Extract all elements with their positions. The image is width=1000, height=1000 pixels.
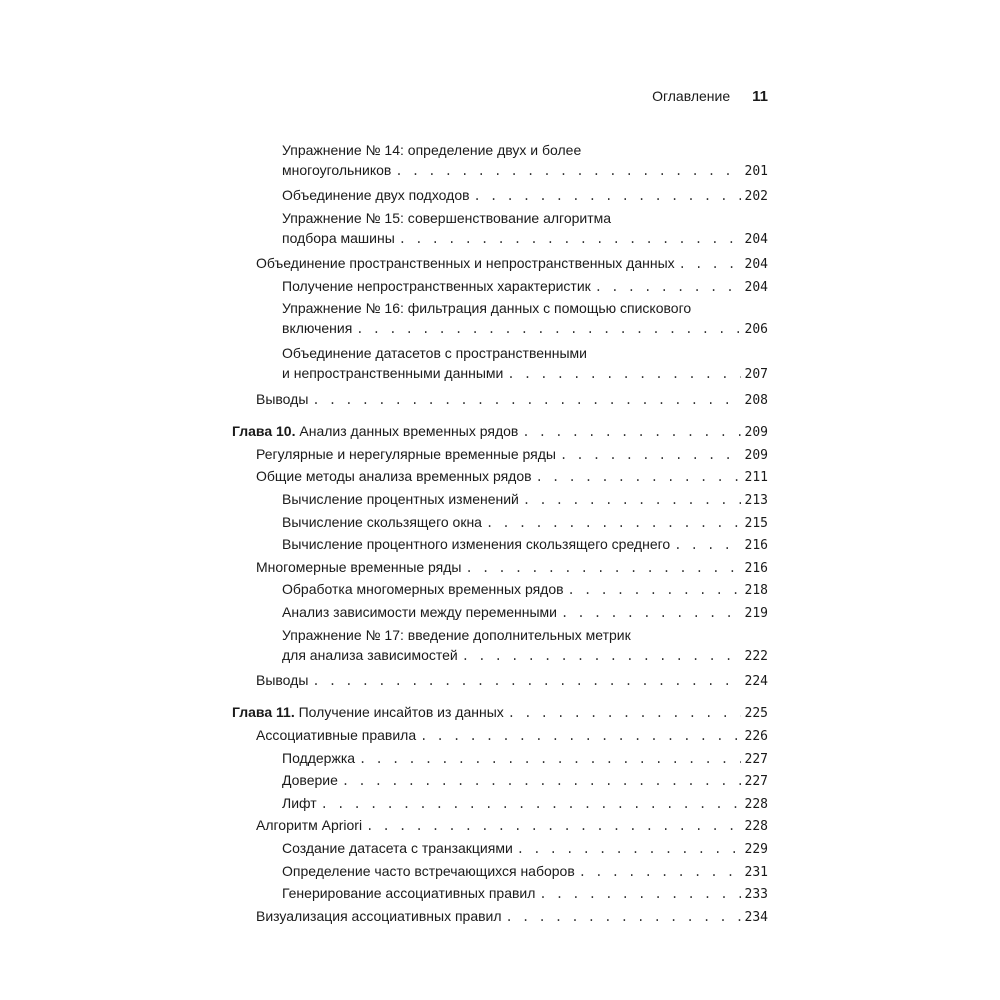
toc-entry-title: подбора машины <box>282 230 395 246</box>
toc-entry <box>282 512 768 532</box>
toc-entry <box>282 208 768 248</box>
dot-leader <box>342 771 741 791</box>
toc-entry <box>256 389 768 409</box>
toc-page-number: 227 <box>744 774 768 789</box>
toc-entry <box>282 579 768 599</box>
toc-entry-title: Лифт <box>282 795 317 811</box>
toc-entry <box>256 670 768 690</box>
dot-leader <box>536 467 741 487</box>
toc-page-number: 224 <box>744 674 768 689</box>
toc-entry-title: Упражнение № 14: определение двух и более <box>282 142 582 158</box>
toc-chapter-entry <box>232 421 768 441</box>
toc-entry <box>256 253 768 273</box>
toc-entry-title: Создание датасета с транзакциями <box>282 840 513 856</box>
toc-entry-title: Анализ зависимости между переменными <box>282 604 557 620</box>
toc-page-number: 222 <box>744 649 768 664</box>
toc-entry-title: Выводы <box>256 672 309 688</box>
toc-page-number: 228 <box>744 819 768 834</box>
dot-leader <box>679 254 741 274</box>
toc-page-number: 211 <box>744 470 768 485</box>
toc-entry <box>282 602 768 622</box>
toc-entry-title: Алгоритм Apriori <box>256 817 363 833</box>
toc-entry-title: Объединение двух подходов <box>282 187 470 203</box>
toc-entry-title: Получение инсайтов из данных <box>298 704 504 720</box>
toc-entry-title: Регулярные и нерегулярные временные ряды <box>256 446 556 462</box>
toc-entry <box>282 298 768 338</box>
dot-leader <box>486 513 741 533</box>
toc-page-number: 219 <box>744 606 768 621</box>
dot-leader <box>359 749 740 769</box>
toc-entry <box>256 466 768 486</box>
toc-page-number: 213 <box>744 493 768 508</box>
toc-entry-title: Ассоциативные правила <box>256 727 417 743</box>
toc-entry <box>256 444 768 464</box>
dot-leader <box>539 884 740 904</box>
dot-leader <box>523 490 741 510</box>
toc-entry-title: Упражнение № 17: введение дополнительных метрик <box>282 627 631 643</box>
toc-page-number: 229 <box>744 842 768 857</box>
toc-entry-title: Поддержка <box>282 750 356 766</box>
chapter-number: Глава 10. <box>232 423 296 439</box>
toc-entry <box>282 861 768 881</box>
dot-leader <box>507 364 740 384</box>
dot-leader <box>366 816 740 836</box>
toc-page-number: 209 <box>744 425 768 440</box>
toc-entry-title: многоугольников <box>282 162 392 178</box>
toc-entry <box>282 489 768 509</box>
toc-entry-title: Визуализация ассоциативных правил <box>256 908 502 924</box>
toc-entry-title: Получение непространственных характеристик <box>282 278 591 294</box>
toc-page-number: 209 <box>744 448 768 463</box>
dot-leader <box>462 646 741 666</box>
toc-page-number: 216 <box>744 561 768 576</box>
toc-page-number: 204 <box>744 280 768 295</box>
toc-entry-title: Упражнение № 15: совершенствование алгоритма <box>282 210 612 226</box>
toc-page-number: 202 <box>744 189 768 204</box>
dot-leader <box>508 703 741 723</box>
dot-leader <box>356 319 740 339</box>
dot-leader <box>395 161 740 181</box>
toc-entry-title: Вычисление процентного изменения скользящего среднего <box>282 536 671 552</box>
toc-entry <box>256 906 768 926</box>
toc-page-number: 208 <box>744 393 768 408</box>
toc-entry <box>256 815 768 835</box>
dot-leader <box>674 535 740 555</box>
dot-leader <box>522 422 740 442</box>
toc-page-number: 234 <box>744 910 768 925</box>
toc-entry-title: и непространственными данными <box>282 365 504 381</box>
toc-page-number: 207 <box>744 367 768 382</box>
running-header-title: Оглавление <box>652 88 731 104</box>
toc-page-number: 233 <box>744 887 768 902</box>
toc-entry <box>282 748 768 768</box>
toc-entry <box>256 557 768 577</box>
dot-leader <box>560 445 741 465</box>
dot-leader <box>595 277 741 297</box>
toc-page-number: 206 <box>744 322 768 337</box>
toc-entry <box>282 793 768 813</box>
toc-entry-title: Доверие <box>282 772 338 788</box>
dot-leader <box>568 580 741 600</box>
toc-entry-title: Объединение датасетов с пространственными <box>282 345 587 361</box>
toc-entry <box>282 883 768 903</box>
dot-leader <box>399 229 741 249</box>
toc-page-number: 216 <box>744 538 768 553</box>
toc-entry-title: Анализ данных временных рядов <box>299 423 519 439</box>
dot-leader <box>321 794 741 814</box>
toc-entry <box>282 534 768 554</box>
toc-entry <box>282 185 768 205</box>
dot-leader <box>312 390 740 410</box>
toc-entry-title: включения <box>282 320 353 336</box>
dot-leader <box>420 726 740 746</box>
toc-entry-title: Определение часто встречающихся наборов <box>282 863 575 879</box>
toc-entry-title: Обработка многомерных временных рядов <box>282 581 564 597</box>
toc-entry <box>282 770 768 790</box>
toc-entry <box>282 140 768 180</box>
toc-entry-title: Объединение пространственных и непространственных данных <box>256 255 675 271</box>
toc-page-number: 204 <box>744 257 768 272</box>
page-number: 11 <box>752 87 768 105</box>
dot-leader <box>312 671 740 691</box>
toc-page-number: 227 <box>744 752 768 767</box>
toc-entry-title: Упражнение № 16: фильтрация данных с помощью спискового <box>282 300 692 316</box>
toc-entry <box>282 276 768 296</box>
toc-page-number: 225 <box>744 706 768 721</box>
dot-leader <box>506 907 741 927</box>
toc-page-number: 201 <box>744 164 768 179</box>
toc-entry <box>282 838 768 858</box>
toc-page-number: 218 <box>744 583 768 598</box>
toc-page-number: 228 <box>744 797 768 812</box>
toc-entry-title: Многомерные временные ряды <box>256 559 462 575</box>
dot-leader <box>466 558 741 578</box>
dot-leader <box>579 862 741 882</box>
toc-entry <box>282 343 768 383</box>
toc-page-number: 231 <box>744 865 768 880</box>
toc-page-number: 215 <box>744 516 768 531</box>
toc-entry-title: Вычисление процентных изменений <box>282 491 519 507</box>
toc-entry <box>282 625 768 665</box>
toc-entry-title: для анализа зависимостей <box>282 647 458 663</box>
toc-entry-title: Выводы <box>256 391 309 407</box>
toc-entry-title: Общие методы анализа временных рядов <box>256 468 532 484</box>
toc-page-number: 226 <box>744 729 768 744</box>
toc-entry <box>256 725 768 745</box>
chapter-number: Глава 11. <box>232 704 295 720</box>
toc-entry-title: Генерирование ассоциативных правил <box>282 885 536 901</box>
dot-leader <box>517 839 741 859</box>
toc-entry-title: Вычисление скользящего окна <box>282 514 482 530</box>
dot-leader <box>474 186 741 206</box>
toc-page-number: 204 <box>744 232 768 247</box>
dot-leader <box>561 603 741 623</box>
toc-chapter-entry <box>232 702 768 722</box>
